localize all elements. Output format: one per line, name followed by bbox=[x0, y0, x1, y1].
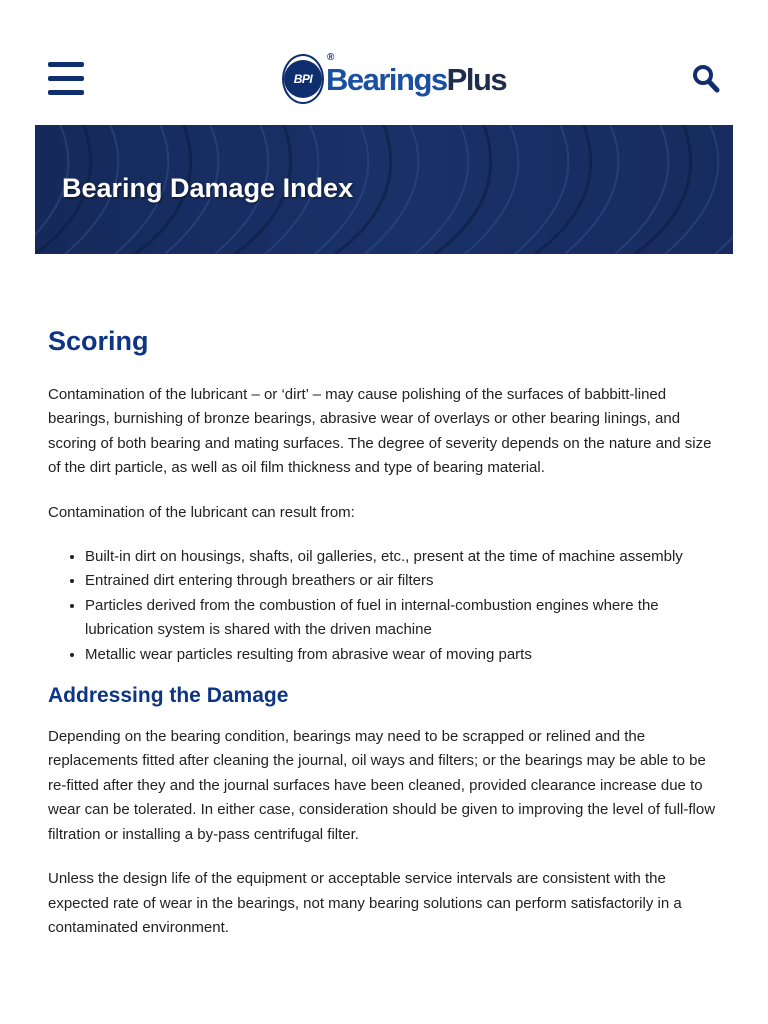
list-item: • Metallic wear particles resulting from abrasive wear of moving parts bbox=[85, 643, 720, 667]
page-title: Bearing Damage Index bbox=[62, 173, 354, 203]
addressing-paragraph-1: Depending on the bearing condition, bearings may need to be scrapped or relined and the replacements fitted after cleaning the journal, oil ways and filters; or the bearings may be able to be re-fitted after they and the journal surfaces have been cleaned, provided clearance increase due to wear can be tolerated. In either case, consideration should be given to improving the level of full-flow filtration or installing a by-pass centrifugal filter. bbox=[48, 728, 716, 843]
logo-word-bearings: Bearings bbox=[326, 61, 447, 97]
registered-mark: ® bbox=[327, 52, 335, 63]
addressing-paragraph-2: Unless the design life of the equipment or acceptable service intervals are consistent with the expected rate of wear in the bearings, not many bearing solutions can perform satisfactorily in a contaminated environment. bbox=[48, 870, 682, 936]
logo-badge-text: BPI bbox=[284, 60, 322, 98]
list-item: • Built-in dirt on housings, shafts, oil galleries, etc., present at the time of machine assembly bbox=[85, 545, 720, 569]
subsection-title: Addressing the Damage bbox=[48, 684, 289, 708]
contamination-causes-list bbox=[48, 545, 720, 667]
menu-bar bbox=[48, 62, 84, 67]
menu-bar bbox=[48, 76, 84, 81]
menu-bar bbox=[48, 90, 84, 95]
page-banner bbox=[35, 125, 733, 254]
list-item: • Particles derived from the combustion of fuel in internal-combustion engines where the lubrication system is shared with the driven machine bbox=[85, 594, 720, 643]
logo-badge bbox=[282, 54, 324, 104]
logo-wordmark bbox=[326, 61, 507, 97]
hamburger-menu-icon[interactable] bbox=[48, 62, 84, 96]
bearingsplus-logo[interactable] bbox=[282, 50, 507, 108]
list-intro: Contamination of the lubricant can result from: bbox=[48, 503, 355, 521]
intro-paragraph: Contamination of the lubricant – or ‘dirt’ – may cause polishing of the surfaces of babbitt-lined bearings, burnishing of bronze bearings, abrasive wear of overlays or other bearing linings, and scoring of both bearing and mating surfaces. The degree of severity depends on the nature and size of the dirt particle, as well as oil film thickness and type of bearing material. bbox=[48, 386, 712, 477]
site-header bbox=[0, 0, 768, 124]
list-item: • Entrained dirt entering through breathers or air filters bbox=[85, 569, 720, 593]
article-content bbox=[48, 318, 720, 960]
search-icon[interactable] bbox=[692, 64, 720, 94]
section-title: Scoring bbox=[48, 326, 149, 356]
logo-word-plus: Plus bbox=[446, 61, 507, 97]
